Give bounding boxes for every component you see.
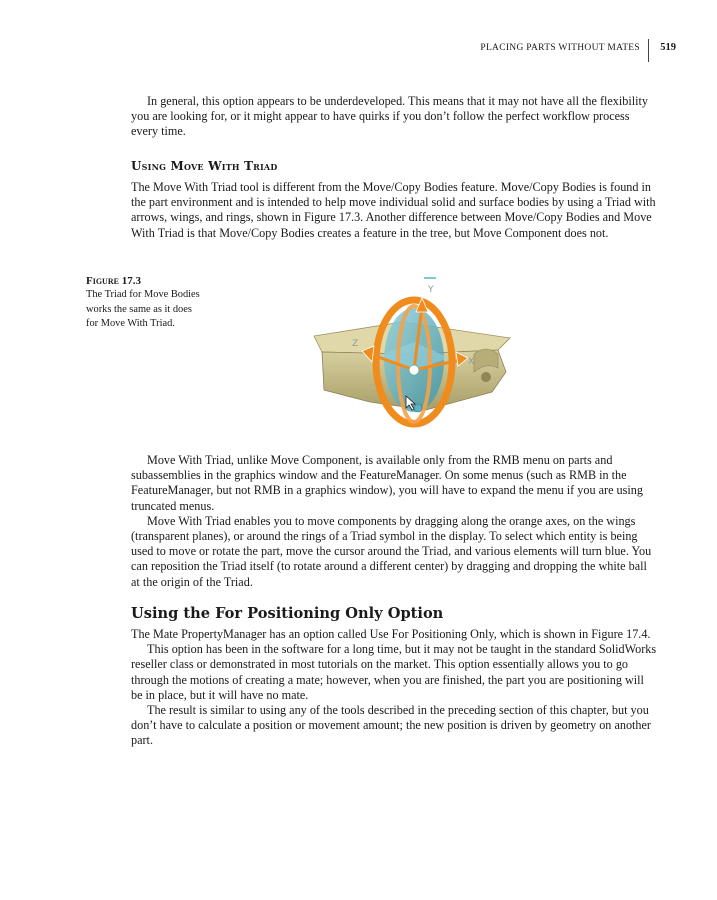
intro-paragraph-block bbox=[131, 94, 657, 140]
part-hole bbox=[481, 372, 491, 382]
header-divider bbox=[648, 39, 649, 62]
axis-label-x: X bbox=[468, 357, 475, 367]
move-cursor-icon bbox=[414, 404, 422, 412]
axis-label-z: Z bbox=[352, 339, 359, 349]
triad-intro-paragraph: The Move With Triad tool is different from the Move/Copy Bodies feature. Move/Copy Bodies is found in the part environment and is intended to help move individual solid and surface bodies by using a Triad with arrows, wings, and rings, shown in Figure 17.3. Another difference between Move/Copy Bodies and Move With Triad is that Move/Copy Bodies creates a feature in the tree, but Move Component does not. bbox=[131, 180, 656, 240]
figure-caption bbox=[86, 274, 204, 332]
triad-origin-ball bbox=[409, 365, 419, 375]
positioning-block bbox=[131, 627, 657, 749]
positioning-paragraph-2: This option has been in the software for a long time, but it may not be taught in the standard SolidWorks reseller class or demonstrated in most tutorials on the market. This option essentially allows you to go through the motions of creating a mate; however, when you are finished, the part you are positioning will be in place, but it will have no mate. bbox=[131, 642, 657, 702]
figure-label: Figure 17.3 bbox=[86, 275, 141, 287]
figure-triad-image bbox=[310, 272, 530, 434]
axis-label-y: Y bbox=[428, 285, 434, 295]
page-number: 519 bbox=[660, 42, 676, 53]
positioning-paragraph-3: The result is similar to using any of the tools described in the preceding section of this chapter, but you don’t have to calculate a position or movement amount; the new position is driven by geometry on another part. bbox=[131, 703, 651, 748]
triad-details-block bbox=[131, 453, 657, 590]
triad-rmb-paragraph: Move With Triad, unlike Move Component, is available only from the RMB menu on parts and subassemblies in the graphics window and the FeatureManager. On some menus (such as RMB in the FeatureManager, but not RMB in a graphics window), you will have to expand the menu if you are using truncated menus. bbox=[131, 453, 643, 513]
page-header bbox=[430, 40, 680, 62]
triad-intro-block bbox=[131, 180, 657, 241]
triad-illustration bbox=[310, 272, 530, 434]
positioning-paragraph-1: The Mate PropertyManager has an option called Use For Positioning Only, which is shown in Figure 17.4. bbox=[131, 627, 651, 641]
section-heading-positioning-only: Using the For Positioning Only Option bbox=[131, 605, 444, 622]
triad-usage-paragraph: Move With Triad enables you to move components by dragging along the orange axes, on the wings (transparent planes), or around the rings of a Triad symbol in the display. To select which entity is being used to move or rotate the part, move the cursor around the Triad, and various elements will turn blue. You can reposition the Triad itself (to rotate around a different center) by dragging and dropping the white ball at the origin of the Triad. bbox=[131, 513, 652, 589]
figure-caption-text: The Triad for Move Bodies works the same as it does for Move With Triad. bbox=[86, 289, 200, 330]
intro-paragraph: In general, this option appears to be underdeveloped. This means that it may not have all the flexibility you are looking for, or it might appear to have quirks if you don’t follow the perfect workflow process every time. bbox=[131, 94, 649, 139]
running-head: PLACING PARTS WITHOUT MATES bbox=[480, 43, 640, 53]
section-heading-move-with-triad: Using Move With Triad bbox=[131, 159, 278, 173]
